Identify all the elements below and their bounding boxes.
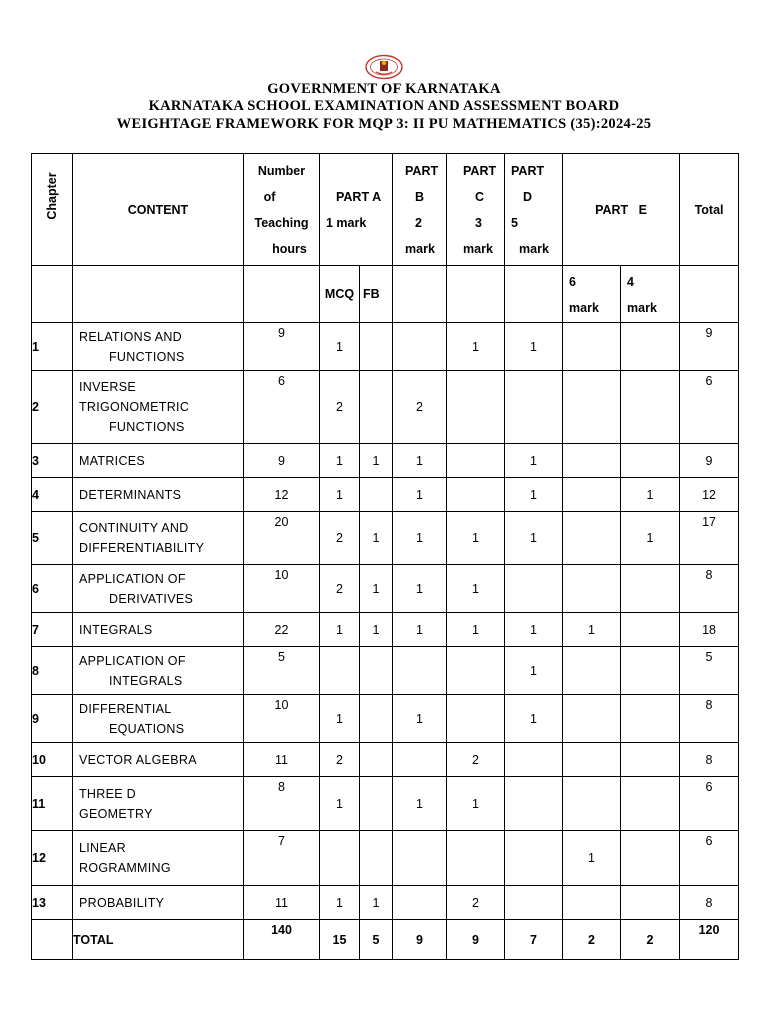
part-e-4-mark-header: 4 mark xyxy=(621,266,680,323)
cell-e4 xyxy=(621,565,680,613)
chapter-number: 1 xyxy=(32,323,73,371)
cell-fb xyxy=(360,323,393,371)
cell-d: 1 xyxy=(505,647,563,695)
chapter-content: RELATIONS AND FUNCTIONS xyxy=(73,323,244,371)
cell-e6 xyxy=(563,512,621,565)
total-e4: 2 xyxy=(621,920,680,960)
cell-fb: 1 xyxy=(360,565,393,613)
cell-hours: 10 xyxy=(244,695,320,743)
cell-hours: 6 xyxy=(244,371,320,444)
chapter-content: LINEAR ROGRAMMING xyxy=(73,831,244,886)
chapter-number: 11 xyxy=(32,777,73,831)
cell-fb: 1 xyxy=(360,512,393,565)
cell-fb xyxy=(360,777,393,831)
cell-d: 1 xyxy=(505,478,563,512)
cell-mcq: 1 xyxy=(320,777,360,831)
cell-c: 2 xyxy=(447,886,505,920)
chapter-number: 7 xyxy=(32,613,73,647)
cell-c: 2 xyxy=(447,743,505,777)
cell-c xyxy=(447,647,505,695)
cell-mcq: 1 xyxy=(320,444,360,478)
cell-e6 xyxy=(563,777,621,831)
cell-hours: 20 xyxy=(244,512,320,565)
cell-e4 xyxy=(621,323,680,371)
weightage-table xyxy=(31,153,739,960)
cell-e6 xyxy=(563,695,621,743)
cell-total: 17 xyxy=(680,512,739,565)
total-total: 120 xyxy=(680,920,739,960)
cell-e4 xyxy=(621,613,680,647)
cell-e6 xyxy=(563,478,621,512)
cell-mcq xyxy=(320,831,360,886)
cell-c: 1 xyxy=(447,512,505,565)
table-row xyxy=(32,512,739,565)
cell-b: 1 xyxy=(393,512,447,565)
cell-d xyxy=(505,777,563,831)
table-row xyxy=(32,478,739,512)
cell-total: 8 xyxy=(680,886,739,920)
cell-c: 1 xyxy=(447,565,505,613)
part-e-6-mark-header: 6 mark xyxy=(563,266,621,323)
cell-d xyxy=(505,743,563,777)
cell-d: 1 xyxy=(505,695,563,743)
cell-b xyxy=(393,831,447,886)
chapter-content: THREE D GEOMETRY xyxy=(73,777,244,831)
cell-b: 1 xyxy=(393,478,447,512)
cell-d: 1 xyxy=(505,512,563,565)
chapter-content: INVERSE TRIGONOMETRIC FUNCTIONS xyxy=(73,371,244,444)
cell-total: 6 xyxy=(680,371,739,444)
cell-e6 xyxy=(563,565,621,613)
cell-e4: 1 xyxy=(621,512,680,565)
cell-c: 1 xyxy=(447,777,505,831)
chapter-number: 8 xyxy=(32,647,73,695)
cell-e6 xyxy=(563,743,621,777)
cell-mcq: 1 xyxy=(320,886,360,920)
cell-mcq: 1 xyxy=(320,478,360,512)
chapter-header: Chapter xyxy=(32,154,73,266)
cell-c: 1 xyxy=(447,323,505,371)
cell-e4 xyxy=(621,743,680,777)
cell-total: 8 xyxy=(680,743,739,777)
table-row xyxy=(32,695,739,743)
chapter-number: 12 xyxy=(32,831,73,886)
cell-c xyxy=(447,831,505,886)
table-row xyxy=(32,886,739,920)
cell-b xyxy=(393,647,447,695)
cell-fb xyxy=(360,831,393,886)
cell-c xyxy=(447,695,505,743)
content-header: CONTENT xyxy=(73,154,244,266)
part-e-header: PART E xyxy=(563,154,680,266)
cell-e6: 1 xyxy=(563,613,621,647)
cell-b xyxy=(393,886,447,920)
cell-e4: 1 xyxy=(621,478,680,512)
cell-e6 xyxy=(563,444,621,478)
cell-d xyxy=(505,886,563,920)
chapter-number: 3 xyxy=(32,444,73,478)
total-label: TOTAL xyxy=(73,920,244,960)
chapter-content: VECTOR ALGEBRA xyxy=(73,743,244,777)
part-d-header: PART D 5 mark xyxy=(505,154,563,266)
cell-hours: 11 xyxy=(244,886,320,920)
cell-e4 xyxy=(621,831,680,886)
cell-b: 2 xyxy=(393,371,447,444)
cell-e6: 1 xyxy=(563,831,621,886)
cell-mcq: 2 xyxy=(320,512,360,565)
cell-b: 1 xyxy=(393,444,447,478)
hours-header: Number of Teaching hours xyxy=(244,154,320,266)
fb-header: FB xyxy=(360,266,393,323)
cell-c xyxy=(447,444,505,478)
part-c-header: PART C 3 mark xyxy=(447,154,505,266)
cell-total: 12 xyxy=(680,478,739,512)
cell-c xyxy=(447,478,505,512)
chapter-content: DIFFERENTIAL EQUATIONS xyxy=(73,695,244,743)
total-hours: 140 xyxy=(244,920,320,960)
cell-d xyxy=(505,371,563,444)
cell-hours: 12 xyxy=(244,478,320,512)
chapter-number: 13 xyxy=(32,886,73,920)
cell-b: 1 xyxy=(393,695,447,743)
cell-mcq: 1 xyxy=(320,323,360,371)
karnataka-emblem-icon xyxy=(364,54,404,80)
cell-hours: 10 xyxy=(244,565,320,613)
cell-fb: 1 xyxy=(360,886,393,920)
total-row xyxy=(32,920,739,960)
cell-d: 1 xyxy=(505,613,563,647)
cell-hours: 9 xyxy=(244,444,320,478)
cell-e6 xyxy=(563,886,621,920)
total-header: Total xyxy=(680,154,739,266)
cell-total: 6 xyxy=(680,831,739,886)
table-row xyxy=(32,444,739,478)
cell-total: 8 xyxy=(680,695,739,743)
part-a-header: PART A 1 mark xyxy=(320,154,393,266)
cell-b: 1 xyxy=(393,613,447,647)
chapter-number: 2 xyxy=(32,371,73,444)
cell-e4 xyxy=(621,886,680,920)
cell-fb xyxy=(360,743,393,777)
table-row xyxy=(32,565,739,613)
chapter-number: 4 xyxy=(32,478,73,512)
cell-hours: 22 xyxy=(244,613,320,647)
cell-e4 xyxy=(621,695,680,743)
cell-fb xyxy=(360,371,393,444)
cell-e6 xyxy=(563,371,621,444)
chapter-content: PROBABILITY xyxy=(73,886,244,920)
cell-mcq: 2 xyxy=(320,371,360,444)
cell-total: 9 xyxy=(680,323,739,371)
cell-mcq: 2 xyxy=(320,565,360,613)
cell-b: 1 xyxy=(393,565,447,613)
cell-c: 1 xyxy=(447,613,505,647)
cell-fb: 1 xyxy=(360,444,393,478)
cell-e4 xyxy=(621,371,680,444)
chapter-content: INTEGRALS xyxy=(73,613,244,647)
total-c: 9 xyxy=(447,920,505,960)
table-row xyxy=(32,613,739,647)
chapter-content: APPLICATION OF INTEGRALS xyxy=(73,647,244,695)
cell-d xyxy=(505,565,563,613)
chapter-number: 5 xyxy=(32,512,73,565)
part-b-header: PART B 2 mark xyxy=(393,154,447,266)
cell-hours: 7 xyxy=(244,831,320,886)
cell-fb xyxy=(360,695,393,743)
cell-total: 6 xyxy=(680,777,739,831)
cell-fb xyxy=(360,647,393,695)
cell-e4 xyxy=(621,444,680,478)
total-fb: 5 xyxy=(360,920,393,960)
table-row xyxy=(32,831,739,886)
total-mcq: 15 xyxy=(320,920,360,960)
total-e6: 2 xyxy=(563,920,621,960)
cell-mcq: 2 xyxy=(320,743,360,777)
cell-hours: 8 xyxy=(244,777,320,831)
mcq-header: MCQ xyxy=(320,266,360,323)
cell-hours: 11 xyxy=(244,743,320,777)
chapter-content: DETERMINANTS xyxy=(73,478,244,512)
cell-e6 xyxy=(563,647,621,695)
cell-mcq: 1 xyxy=(320,613,360,647)
cell-d: 1 xyxy=(505,323,563,371)
chapter-content: CONTINUITY AND DIFFERENTIABILITY xyxy=(73,512,244,565)
table-row xyxy=(32,647,739,695)
cell-d: 1 xyxy=(505,444,563,478)
chapter-content: MATRICES xyxy=(73,444,244,478)
cell-mcq xyxy=(320,647,360,695)
cell-e4 xyxy=(621,647,680,695)
chapter-number: 9 xyxy=(32,695,73,743)
cell-fb: 1 xyxy=(360,613,393,647)
cell-total: 5 xyxy=(680,647,739,695)
cell-total: 9 xyxy=(680,444,739,478)
cell-fb xyxy=(360,478,393,512)
cell-e4 xyxy=(621,777,680,831)
header-government: GOVERNMENT OF KARNATAKA xyxy=(267,81,501,97)
cell-total: 8 xyxy=(680,565,739,613)
header-framework-title: WEIGHTAGE FRAMEWORK FOR MQP 3: II PU MATHEMATICS (35):2024-25 xyxy=(116,116,652,132)
cell-hours: 5 xyxy=(244,647,320,695)
cell-b: 1 xyxy=(393,777,447,831)
table-row xyxy=(32,371,739,444)
cell-b xyxy=(393,323,447,371)
total-b: 9 xyxy=(393,920,447,960)
table-row xyxy=(32,743,739,777)
cell-total: 18 xyxy=(680,613,739,647)
cell-hours: 9 xyxy=(244,323,320,371)
chapter-content: APPLICATION OF DERIVATIVES xyxy=(73,565,244,613)
cell-e6 xyxy=(563,323,621,371)
cell-c xyxy=(447,371,505,444)
chapter-number: 10 xyxy=(32,743,73,777)
chapter-number: 6 xyxy=(32,565,73,613)
header-board: KARNATAKA SCHOOL EXAMINATION AND ASSESSMENT BOARD xyxy=(148,98,620,114)
cell-d xyxy=(505,831,563,886)
total-d: 7 xyxy=(505,920,563,960)
cell-b xyxy=(393,743,447,777)
table-row xyxy=(32,777,739,831)
cell-mcq: 1 xyxy=(320,695,360,743)
table-row xyxy=(32,323,739,371)
